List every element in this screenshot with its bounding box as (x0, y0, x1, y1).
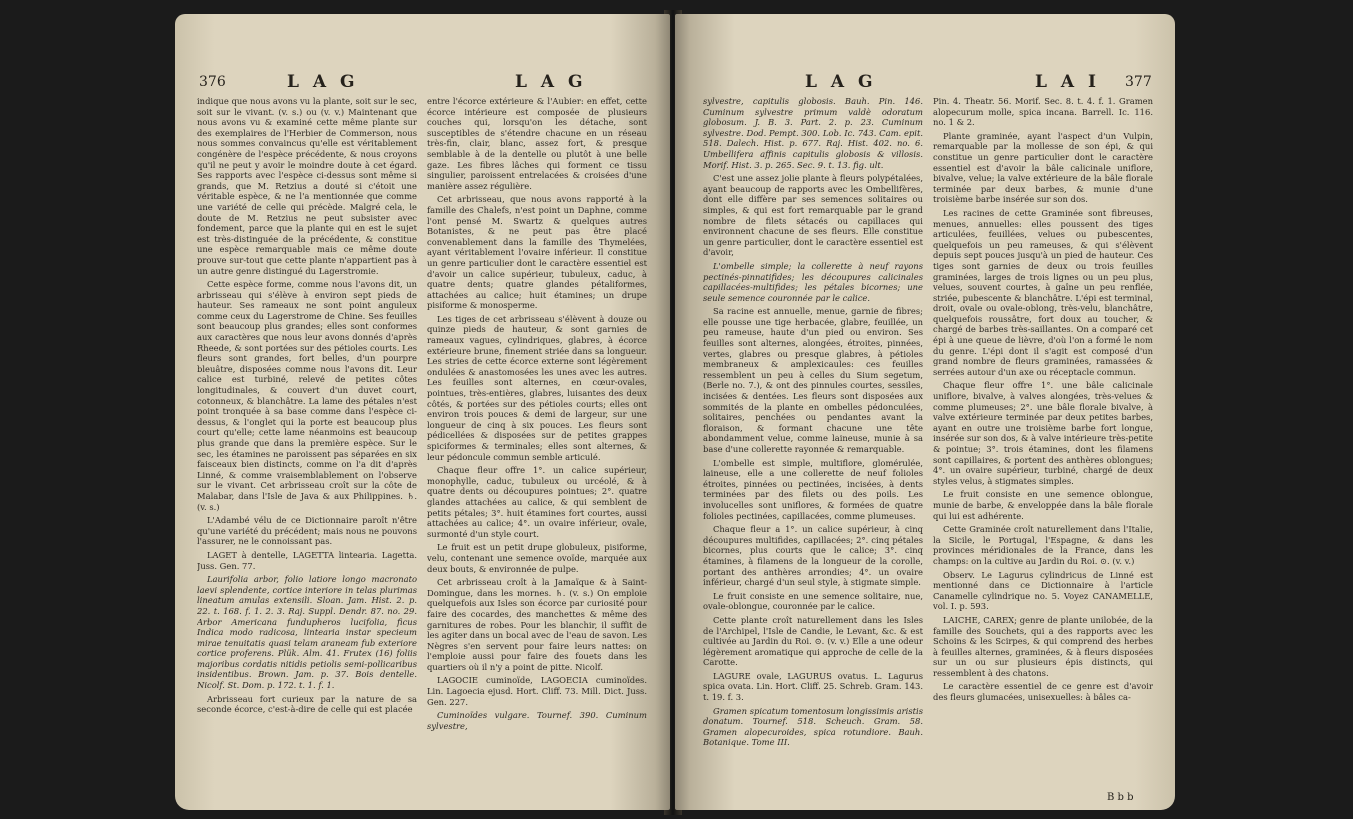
paragraph: Chaque fleur offre 1°. une bâle calicinale uniflore, bivalve, à valves alongées, très-velues & comme plumeuses; 2°. une bâle florale bivalve, à valve extérieure terminée par deux petites barbes, ayant en outre une troisième barbe fort longue, insérée sur son dos, & à valve intérieure très-petite & pointue; 3°. trois étamines, dont les filamens sont capillaires, & portent des anthères oblongues; 4°. un ovaire supérieur, turbiné, chargé de deux styles velus, à stigmates simples. (933, 380, 1153, 486)
paragraph: sylvestre, capitulis globosis. Bauh. Pin. 146. Cuminum sylvestre primum valdè odoratum globosum. J. B. 3. Part. 2. p. 23. Cuminum sylvestre. Dod. Pempt. 300. Lob. Ic. 743. Cam. epit. 518. Dalech. Hist. p. 677. Raj. Hist. 402. no. 6. Umbellifera affinis capitulis globosis & villosis. Morif. Hist. 3. p. 265. Sec. 9. t. 13. fig. ult. (703, 96, 923, 170)
paragraph: Pin. 4. Theatr. 56. Morif. Sec. 8. t. 4. f. 1. Gramen alopecurum molle, spica incana. Barrell. Ic. 116. no. 1 & 2. (933, 96, 1153, 128)
paragraph: Plante graminée, ayant l'aspect d'un Vulpin, remarquable par la mollesse de son épi, & qui constitue un genre particulier dont le caractère essentiel est d'avoir la bâle calicinale uniflore, bivalve, velue; la valve extérieure de la bâle florale terminée par deux barbes, & munie d'une troisième barbe insérée sur son dos. (933, 130, 1153, 205)
paragraph: Arbrisseau fort curieux par la nature de sa seconde écorce, c'est-à-dire de celle qui est placée (197, 693, 417, 715)
paragraph: Cette plante croît naturellement dans les Isles de l'Archipel, l'Isle de Candie, le Levant, &c. & est cultivée au Jardin du Roi. ⊙. (v. v.) Elle a une odeur légèrement aromatique qui approche de celle de la Carotte. (703, 614, 923, 668)
paragraph: L'ombelle simple; la collerette à neuf rayons pectinés-pinnatifides; les découpures calicinales capillacées-multifides; les pétales bicornes; une seule semence couronnée par le calice. (703, 260, 923, 303)
paragraph: Cet arbrisseau, que nous avons rapporté à la famille des Chalefs, n'est point un Daphne, comme l'ont pensé M. Swartz & quelques autres Botanistes, & ne peut pas être placé convenablement dans la famille des Thymelées, ayant véritablement l'ovaire inférieur. Il constitue un genre particulier dont le caractère essentiel est d'avoir un calice supérieur, tubuleux, caduc, à quatre dents; quatre glandes pétaliformes, attachées au calice; huit étamines; un drupe pisiforme & monosperme. (427, 194, 647, 311)
entry-heading: LAGURE ovale, LAGURUS ovatus. L. Lagurus spica ovata. Lin. Hort. Cliff. 25. Schreb. Gram. 143. t. 19. f. 3. (703, 670, 923, 703)
paragraph: C'est une assez jolie plante à fleurs polypétalées, ayant beaucoup de rapports avec les Ombellifères, dont elle diffère par ses semences solitaires ou simples, & qui est fort remarquable par le grand nombre de filets sétacés ou capillaces qui environnent chacune de ses fleurs. Elle constitue un genre particulier, dont le caractère essentiel est d'avoir, (703, 173, 923, 258)
right-column-2 (933, 96, 1153, 801)
left-header-right: L A G (515, 72, 587, 92)
paragraph: Les racines de cette Graminée sont fibreuses, menues, annuelles: elles poussent des tiges articulées, feuillées, velues ou pubescentes, quelquefois un peu rameuses, & qui s'élèvent depuis sept pouces jusqu'à un pied de hauteur. Ces tiges sont garnies de deux ou trois feuilles graminées, larges de trois lignes ou un peu plus, velues, souvent courtes, à gaîne un peu renflée, striée, pubescente & blanchâtre. L'épi est terminal, droit, ovale ou ovale-oblong, très-velu, blanchâtre, quelquefois roussâtre, fort doux au toucher, & chargé de barbes très-saillantes. On a comparé cet épi à une queue de lièvre, d'où l'on a formé le nom du genre. L'épi dont il s'agit est composé d'un grand nombre de fleurs graminées, ramassées & serrées autour d'un axe ou réceptacle commun. (933, 207, 1153, 377)
paragraph: L'ombelle est simple, multiflore, glomérulée, laineuse, elle a une collerette de neuf folioles étroites, pinnées ou pectinées, incisées, à dents terminées par des filets ou des poils. Les involucelles sont uniflores, & formées de quatre folioles pectinées, capillacées, comme plumeuses. (703, 457, 923, 521)
right-page (675, 14, 1175, 810)
paragraph: L'Adambé vélu de ce Dictionnaire paroît n'être qu'une variété du précédent; mais nous ne pouvons l'assurer, ne le connoissant pas. (197, 515, 417, 547)
paragraph: Observ. Le Lagurus cylindricus de Linné est mentionné dans ce Dictionnaire à l'article Canamelle cylindrique no. 5. Voyez CANAMELLE, vol. I. p. 593. (933, 569, 1153, 612)
paragraph: entre l'écorce extérieure & l'Aubier: en effet, cette écorce intérieure est composée de plusieurs couches qui, lorsqu'on les détache, sont susceptibles de s'étendre chacune en un réseau très-fin, clair, blanc, assez fort, & presque semblable à de la dentelle ou plutôt à une belle gaze. Les fibres lâches qui forment ce tissu singulier, paroissent entrelacées & croisées d'une manière assez régulière. (427, 96, 647, 191)
paragraph: Chaque fleur a 1°. un calice supérieur, à cinq découpures multifides, capillacées; 2°. cinq pétales bicornes, plus courts que le calice; 3°. cinq étamines, à filamens de la longueur de la corolle, portant des anthères arrondies; 4°. un ovaire inférieur, chargé d'un seul style, à stigmate simple. (703, 524, 923, 588)
entry-heading: LAGOCIE cuminoïde, LAGOECIA cuminoïdes. Lin. Lagoecia ejusd. Hort. Cliff. 73. Mill. Dict. Juss. Gen. 227. (427, 675, 647, 707)
left-header-left: L A G (287, 72, 359, 92)
right-header-right: L A I (1035, 72, 1100, 92)
paragraph: Les tiges de cet arbrisseau s'élèvent à douze ou quinze pieds de hauteur, & sont garnies de rameaux vagues, cylindriques, glabres, à écorce extérieure brune, finement striée dans sa longueur. Les stries de cette écorce externe sont légèrement ondulées & anastomosées les unes avec les autres. Les feuilles sont alternes, en cœur-ovales, pointues, très-entières, glabres, luisantes des deux côtés, & portées sur des pétioles courts; elles ont environ trois pouces & demi de largeur, sur une longueur de cinq à six pouces. Les fleurs sont pédicellées & disposées sur de petites grappes spiciformes & terminales; elles sont alternes, & leur pédoncule commun semble articulé. (427, 313, 647, 462)
paragraph: Cette espèce forme, comme nous l'avons dit, un arbrisseau qui s'élève à environ sept pieds de hauteur. Ses rameaux ne sont point anguleux comme ceux du Lagerstrome de Chine. Ses feuilles sont beaucoup plus grandes; elles sont conformes aux caractères que nous leur avons donnés d'après Rheede, & sont portées sur des pétioles courts. Les fleurs sont grandes, fort belles, d'un pourpre bleuâtre, disposées comme nous l'avons dit. Leur calice est turbiné, relevé de petites côtes longitudinales, & couvert d'un duvet court, cotonneux, & blanchâtre. La lame des pétales n'est point tronquée à sa base comme dans l'espèce ci-dessus, & l'onglet qui la porte est beaucoup plus court qu'elle; cette lame néanmoins est beaucoup plus grande que dans la première espèce. Sur le sec, les étamines ne paroissent pas séparées en six faisceaux bien distincts, comme on l'a dit d'après Linné, & comme vraisemblablement on l'observe sur le vivant. Cet arbrisseau croît sur la côte de Malabar, dans l'Isle de Java & aux Philippines. ♄. (v. s.) (197, 279, 417, 512)
paragraph: Cet arbrisseau croît à la Jamaïque & à Saint-Domingue, dans les mornes. ♄. (v. s.) On emploie quelquefois aux Isles son écorce par curiosité pour faire des cocardes, des manchettes & même des garnitures de robes. Pour les blanchir, il suffit de les agiter dans un bocal avec de l'eau de savon. Les Nègres s'en servent pour faire leurs nattes: on l'emploie aussi pour faire des fouets dans les quartiers où il n'y a point de pitte. Nicolf. (427, 577, 647, 672)
left-column-2 (427, 96, 647, 801)
paragraph: indique que nous avons vu la plante, soit sur le sec, soit sur le vivant. (v. s.) ou (v. v.) Maintenant que nous avons vu & examiné cette même plante sur des exemplaires de l'Herbier de Commerson, nous nous sommes convaincus qu'elle est véritablement congénère de l'espèce précédente, & nous croyons qu'il ne peut y avoir le moindre doute à cet égard. Ses rapports avec l'espèce ci-dessus sont même si grands, que M. Retzius a douté si c'étoit une véritable espèce, & ne l'a mentionnée que comme une variété de celle qui précède. Malgré cela, le doute de M. Retzius ne peut subsister avec fondement, parce que la plante qui en est le sujet est très-distinguée de la précédente, & constitue une espèce remarquable mais ce même doute prouve sur-tout que cette plante n'appartient pas à un autre genre distingué du Lagerstromie. (197, 96, 417, 276)
signature-mark: B b b (1107, 792, 1134, 803)
paragraph: Cuminoïdes vulgare. Tournef. 390. Cuminum sylvestre, (427, 710, 647, 731)
paragraph: Sa racine est annuelle, menue, garnie de fibres; elle pousse une tige herbacée, glabre, feuillée, un peu rameuse, haute d'un pied ou environ. Ses feuilles sont alternes, alongées, étroites, pinnées, vertes, glabres ou presque glabres, à pétioles membraneux & amplexicaules: ces feuilles ressemblent un peu à celles du Sium segetum, (Berle no. 7.), & ont des pinnules courtes, sessiles, incisées & dentées. Les fleurs sont disposées aux sommités de la plante en ombelles pédonculées, solitaires, penchées ou pendantes avant la floraison, & formant chacune une tête abondamment velue, comme laineuse, munie à sa base d'une collerette rayonnée & remarquable. (703, 306, 923, 454)
paragraph: Cette Graminée croît naturellement dans l'Italie, la Sicile, le Portugal, l'Espagne, & dans les provinces méridionales de la France, dans les champs: on la cultive au Jardin du Roi. ⊙. (v. v.) (933, 524, 1153, 566)
right-page-number: 377 (1125, 74, 1152, 90)
entry-heading: LAGET à dentelle, LAGETTA lintearia. Lagetta. Juss. Gen. 77. (197, 549, 417, 571)
right-header-left: L A G (805, 72, 877, 92)
right-column-1 (703, 96, 923, 801)
left-column-1 (197, 96, 417, 801)
entry-heading: LAICHE, CAREX; genre de plante unilobée, de la famille des Souchets, qui a des rapports avec les Schoins & les Scirpes, & qui comprend des herbes à feuilles alternes, graminées, & à fleurs disposées sur un ou sur plusieurs épis distincts, qui ressemblent à des chatons. (933, 614, 1153, 678)
paragraph: Le fruit est un petit drupe globuleux, pisiforme, velu, contenant une semence ovoïde, marquée aux deux bouts, & environnée de pulpe. (427, 542, 647, 574)
left-page-number: 376 (199, 74, 226, 90)
paragraph: Le fruit consiste en une semence oblongue, munie de barbe, & enveloppée dans la bâle florale qui lui est adhérente. (933, 489, 1153, 521)
paragraph: Le caractère essentiel de ce genre est d'avoir des fleurs glumacées, unisexuelles: à bâles ca- (933, 681, 1153, 703)
paragraph: Le fruit consiste en une semence solitaire, nue, ovale-oblongue, couronnée par le calice. (703, 590, 923, 612)
left-page (175, 14, 670, 810)
paragraph: Chaque fleur offre 1°. un calice supérieur, monophylle, caduc, tubuleux ou urcéolé, & à quatre dents ou découpures pointues; 2°. quatre glandes attachées au calice, & qui semblent de petits pétales; 3°. huit étamines fort courtes, aussi attachées au calice; 4°. un ovaire inférieur, ovale, surmonté d'un style court. (427, 465, 647, 539)
paragraph: Laurifolia arbor, folio latiore longo macronato laevi splendente, cortice interiore in telas plurimas lineatum amulas extensili. Sloan. Jam. Hist. 2. p. 22. t. 168. f. 1. 2. 3. Raj. Suppl. Dendr. 87. no. 29. Arbor Americana fundupheros lucifolia, ficus Indica modo radicosa, lintearia instar specieum mirae tenuitatis quasi telam araneam fub exteriore cortice proferens. Plük. Alm. 41. Frutex (16) foliis majoribus cordatis nitidis petiolis semi-pollicaribus insidentibus. Brown. Jam. p. 37. Bois dentelle. Nicolf. St. Dom. p. 172. t. 1. f. 1. (197, 574, 417, 691)
paragraph: Gramen spicatum tomentosum longissimis aristis donatum. Tournef. 518. Scheuch. Gram. 58. Gramen alopecuroides, spica rotundiore. Bauh. Botanique. Tome III. (703, 705, 923, 748)
